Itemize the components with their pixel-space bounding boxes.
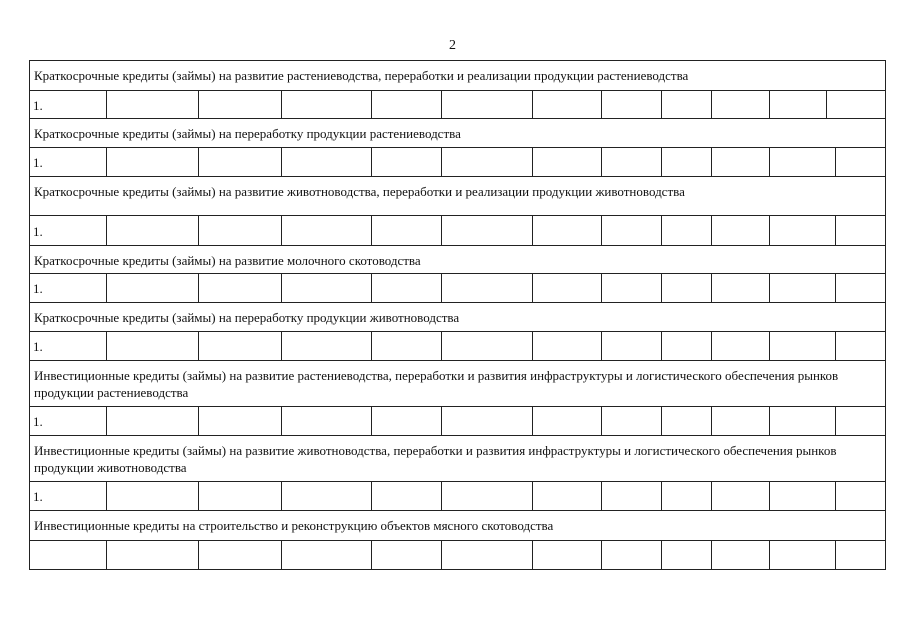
table-cell[interactable]: [106, 541, 107, 569]
table-cell[interactable]: [532, 91, 533, 118]
table-cell[interactable]: [281, 407, 282, 435]
table-cell[interactable]: [711, 332, 712, 360]
table-cell[interactable]: [106, 216, 107, 245]
section-header-short-term-crop: Краткосрочные кредиты (займы) на развитие растениеводства, переработки и реализации продукции растениеводства: [30, 61, 885, 91]
section-header-short-term-dairy: Краткосрочные кредиты (займы) на развитие молочного скотоводства: [30, 246, 885, 274]
table-cell[interactable]: [281, 482, 282, 510]
table-cell[interactable]: [532, 216, 533, 245]
table-cell[interactable]: [769, 482, 770, 510]
table-cell[interactable]: [106, 148, 107, 176]
table-cell[interactable]: [769, 91, 770, 118]
table-cell[interactable]: [601, 407, 602, 435]
row-number: 1.: [33, 414, 43, 429]
table-cell[interactable]: [661, 216, 662, 245]
table-cell[interactable]: [661, 541, 662, 569]
table-cell[interactable]: [441, 407, 442, 435]
row-number: 1.: [33, 281, 43, 296]
table-cell[interactable]: [371, 274, 372, 302]
section-header-investment-livestock: Инвестиционные кредиты (займы) на развитие животноводства, переработки и развития инфраструктуры и логистического обеспечения рынков продукции животноводства: [30, 436, 885, 482]
table-cell[interactable]: [711, 216, 712, 245]
table-cell[interactable]: [371, 332, 372, 360]
row-number: 1.: [33, 489, 43, 504]
row-number: 1.: [33, 155, 43, 170]
table-row: [30, 274, 885, 303]
table-cell[interactable]: [835, 274, 836, 302]
table-cell[interactable]: [441, 482, 442, 510]
table-cell[interactable]: [769, 332, 770, 360]
table-row: [30, 482, 885, 511]
table-cell[interactable]: [826, 91, 827, 118]
section-header-short-term-livestock-processing: Краткосрочные кредиты (займы) на переработку продукции животноводства: [30, 303, 885, 332]
table-cell[interactable]: [661, 91, 662, 118]
table-cell[interactable]: [711, 541, 712, 569]
section-header-investment-crop: Инвестиционные кредиты (займы) на развитие растениеводства, переработки и развития инфраструктуры и логистического обеспечения рынков продукции растениеводства: [30, 361, 885, 407]
table-row: [30, 407, 885, 436]
table-cell[interactable]: [371, 148, 372, 176]
table-cell[interactable]: [106, 91, 107, 118]
section-header-investment-beef-cattle: Инвестиционные кредиты на строительство и реконструкцию объектов мясного скотоводства: [30, 511, 885, 541]
table-cell[interactable]: [601, 216, 602, 245]
table-cell[interactable]: [711, 482, 712, 510]
table-cell[interactable]: [371, 541, 372, 569]
table-cell[interactable]: [661, 332, 662, 360]
page-number: 2: [449, 38, 456, 53]
table-cell[interactable]: [835, 482, 836, 510]
table-cell[interactable]: [371, 91, 372, 118]
table-cell[interactable]: [441, 332, 442, 360]
table-cell[interactable]: [106, 332, 107, 360]
table-cell[interactable]: [601, 541, 602, 569]
table-row: [30, 148, 885, 177]
table-cell[interactable]: [198, 216, 199, 245]
table-cell[interactable]: [769, 541, 770, 569]
table-cell[interactable]: [661, 482, 662, 510]
row-number: 1.: [33, 339, 43, 354]
table-cell[interactable]: [769, 216, 770, 245]
table-cell[interactable]: [106, 407, 107, 435]
table-cell[interactable]: [711, 91, 712, 118]
table-cell[interactable]: [769, 274, 770, 302]
section-header-short-term-crop-processing: Краткосрочные кредиты (займы) на переработку продукции растениеводства: [30, 119, 885, 148]
table-cell[interactable]: [441, 541, 442, 569]
table-cell[interactable]: [532, 274, 533, 302]
table-cell[interactable]: [281, 216, 282, 245]
table-cell[interactable]: [198, 482, 199, 510]
table-cell[interactable]: [711, 274, 712, 302]
table-cell[interactable]: [661, 148, 662, 176]
table-cell[interactable]: [198, 541, 199, 569]
table-cell[interactable]: [371, 482, 372, 510]
table-cell[interactable]: [198, 148, 199, 176]
table-cell[interactable]: [281, 274, 282, 302]
table-cell[interactable]: [835, 216, 836, 245]
table-cell[interactable]: [601, 91, 602, 118]
table-cell[interactable]: [281, 91, 282, 118]
table-cell[interactable]: [198, 274, 199, 302]
table-cell[interactable]: [198, 407, 199, 435]
table-cell[interactable]: [371, 407, 372, 435]
table-cell[interactable]: [106, 482, 107, 510]
credit-table: [29, 60, 886, 570]
table-cell[interactable]: [769, 148, 770, 176]
section-header-short-term-livestock: Краткосрочные кредиты (займы) на развитие животноводства, переработки и реализации продукции животноводства: [30, 177, 885, 216]
table-cell[interactable]: [198, 91, 199, 118]
table-cell[interactable]: [661, 407, 662, 435]
table-cell[interactable]: [711, 407, 712, 435]
table-cell[interactable]: [532, 332, 533, 360]
table-cell[interactable]: [441, 91, 442, 118]
table-cell[interactable]: [441, 216, 442, 245]
row-number: 1.: [33, 224, 43, 239]
table-cell[interactable]: [835, 148, 836, 176]
table-cell[interactable]: [601, 482, 602, 510]
table-row: [30, 91, 885, 119]
table-cell[interactable]: [532, 148, 533, 176]
table-cell[interactable]: [661, 274, 662, 302]
row-number: 1.: [33, 98, 43, 113]
table-cell[interactable]: [532, 482, 533, 510]
table-cell[interactable]: [835, 541, 836, 569]
table-cell[interactable]: [441, 148, 442, 176]
table-cell[interactable]: [198, 332, 199, 360]
table-cell[interactable]: [371, 216, 372, 245]
table-cell[interactable]: [601, 148, 602, 176]
table-row: [30, 216, 885, 246]
table-cell[interactable]: [281, 148, 282, 176]
table-cell[interactable]: [281, 541, 282, 569]
table-cell[interactable]: [441, 274, 442, 302]
table-cell[interactable]: [835, 332, 836, 360]
table-cell[interactable]: [711, 148, 712, 176]
table-cell[interactable]: [601, 332, 602, 360]
table-cell[interactable]: [532, 541, 533, 569]
table-cell[interactable]: [106, 274, 107, 302]
table-cell[interactable]: [281, 332, 282, 360]
table-cell[interactable]: [835, 407, 836, 435]
table-cell[interactable]: [769, 407, 770, 435]
table-row: [30, 541, 885, 569]
table-row: [30, 332, 885, 361]
table-cell[interactable]: [601, 274, 602, 302]
table-cell[interactable]: [532, 407, 533, 435]
